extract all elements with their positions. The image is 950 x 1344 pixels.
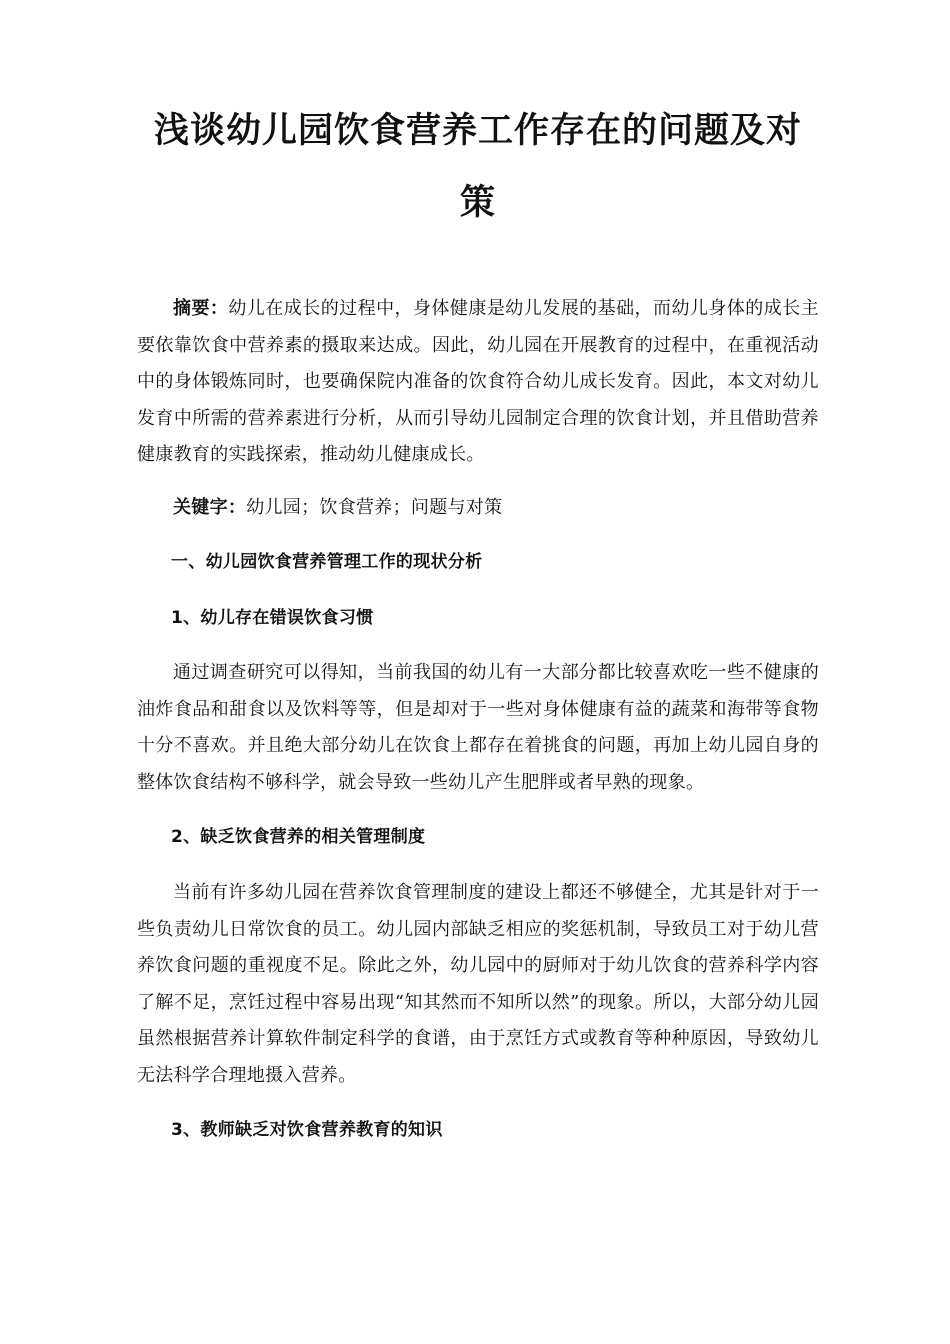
abstract-label: 摘要： <box>173 298 229 319</box>
keywords-label: 关键字： <box>173 496 247 518</box>
abstract-paragraph <box>137 291 819 474</box>
paper-title: 浅谈幼儿园饮食营养工作存在的问题及对策 <box>153 111 802 223</box>
subsection-2-heading: 2、缺乏饮食营养的相关管理制度 <box>171 827 426 847</box>
keywords-paragraph <box>137 490 819 527</box>
subsection-1-heading: 1、幼儿存在错误饮食习惯 <box>171 608 374 628</box>
document-page <box>137 0 819 1148</box>
section-1-heading: 一、幼儿园饮食营养管理工作的现状分析 <box>171 552 483 572</box>
subsection-3-heading: 3、教师缺乏对饮食营养教育的知识 <box>171 1120 443 1140</box>
subsection-1-paragraph: 通过调查研究可以得知，当前我国的幼儿有一大部分都比较喜欢吃一些不健康的油炸食品和甜食以及饮料等等，但是却对于一些对身体健康有益的蔬菜和海带等食物十分不喜欢。并且绝大部分幼儿在饮食上都存在着挑食的问题，再加上幼儿园自身的整体饮食结构不够科学，就会导致一些幼儿产生肥胖或者早熟的现象。 <box>137 662 819 793</box>
subsection-2-paragraph: 当前有许多幼儿园在营养饮食管理制度的建设上都还不够健全，尤其是针对于一些负责幼儿日常饮食的员工。幼儿园内部缺乏相应的奖惩机制，导致员工对于幼儿营养饮食问题的重视度不足。除此之外，幼儿园中的厨师对于幼儿饮食的营养科学内容了解不足，烹饪过程中容易出现“知其然而不知所以然”的现象。所以，大部分幼儿园虽然根据营养计算软件制定科学的食谱，由于烹饪方式或教育等种种原因，导致幼儿无法科学合理地摄入营养。 <box>137 882 819 1086</box>
keywords-text: 幼儿园；饮食营养；问题与对策 <box>246 496 503 518</box>
abstract-text: 幼儿在成长的过程中，身体健康是幼儿发展的基础，而幼儿身体的成长主要依靠饮食中营养素的摄取来达成。因此，幼儿园在开展教育的过程中，在重视活动中的身体锻炼同时，也要确保院内准备的饮食符合幼儿成长发育。因此，本文对幼儿发育中所需的营养素进行分析，从而引导幼儿园制定合理的饮食计划，并且借助营养健康教育的实践探索，推动幼儿健康成长。 <box>137 298 819 465</box>
